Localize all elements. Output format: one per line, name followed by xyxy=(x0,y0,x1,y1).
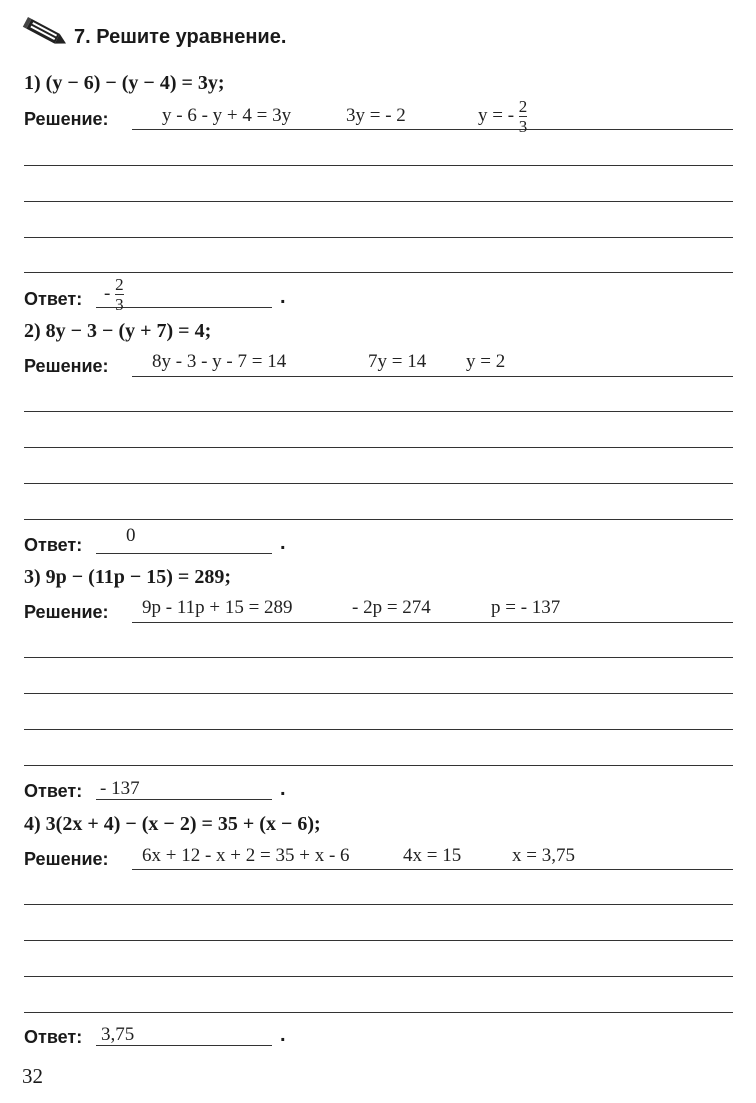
blank-line xyxy=(24,693,733,694)
answer-dot-3: . xyxy=(280,778,286,800)
answer-dot-1: . xyxy=(280,286,286,308)
step-1-3 xyxy=(478,98,527,135)
task-number: 7 xyxy=(74,26,86,48)
blank-line xyxy=(24,940,733,941)
answer-dot-2: . xyxy=(280,532,286,554)
answer-numerator-1: 2 xyxy=(115,275,124,294)
solution-label-4: Решение: xyxy=(24,849,109,869)
step-1-1: y - 6 - y + 4 = 3y xyxy=(162,105,292,126)
answer-2: 0 xyxy=(126,525,136,546)
solution-label-3: Решение: xyxy=(24,602,109,622)
blank-line xyxy=(24,976,733,977)
blank-line xyxy=(24,165,733,166)
task-title-text: . Решите уравнение. xyxy=(85,26,287,48)
step-1-2: 3y = - 2 xyxy=(346,105,406,126)
blank-line xyxy=(24,447,733,448)
blank-line xyxy=(24,411,733,412)
answer-label-2: Ответ: xyxy=(24,535,83,555)
blank-line xyxy=(24,201,733,202)
pencil-icon xyxy=(20,14,70,54)
task-title xyxy=(74,26,286,49)
answer-4: 3,75 xyxy=(101,1024,135,1045)
blank-line xyxy=(24,237,733,238)
answer-label-3: Ответ: xyxy=(24,781,83,801)
answer-denominator-1: 3 xyxy=(115,295,124,314)
step-3-1: 9p - 11p + 15 = 289 xyxy=(142,597,293,618)
equation-2: 2) 8y − 3 − (y + 7) = 4; xyxy=(24,320,212,342)
step-4-2: 4x = 15 xyxy=(403,845,462,866)
blank-line xyxy=(24,765,733,766)
blank-line xyxy=(24,483,733,484)
step-3-3: p = - 137 xyxy=(491,597,561,618)
final-prefix-1: y = - xyxy=(478,104,515,126)
final-fraction-1 xyxy=(519,98,528,135)
blank-line xyxy=(24,1012,733,1013)
answer-label-1: Ответ: xyxy=(24,289,83,309)
step-4-3: x = 3,75 xyxy=(512,845,575,866)
solution-label-2: Решение: xyxy=(24,356,109,376)
solution-line-1 xyxy=(132,129,733,130)
answer-label-4: Ответ: xyxy=(24,1027,83,1047)
equation-4: 4) 3(2x + 4) − (x − 2) = 35 + (x − 6); xyxy=(24,813,321,835)
answer-line-2 xyxy=(96,553,272,554)
answer-prefix-1: - xyxy=(104,282,111,304)
step-2-1: 8y - 3 - y - 7 = 14 xyxy=(152,351,287,372)
step-4-1: 6x + 12 - x + 2 = 35 + x - 6 xyxy=(142,845,350,866)
blank-line xyxy=(24,657,733,658)
equation-1: 1) (y − 6) − (y − 4) = 3y; xyxy=(24,72,225,94)
step-2-3: y = 2 xyxy=(466,351,506,372)
solution-label-1: Решение: xyxy=(24,109,109,129)
solution-line-2 xyxy=(132,376,733,377)
answer-dot-4: . xyxy=(280,1024,286,1046)
answer-1 xyxy=(104,276,124,313)
answer-fraction-1 xyxy=(115,276,124,313)
step-2-2: 7y = 14 xyxy=(368,351,427,372)
solution-line-4 xyxy=(132,869,733,870)
blank-line xyxy=(24,272,733,273)
page-number: 32 xyxy=(22,1064,43,1088)
equation-3: 3) 9p − (11p − 15) = 289; xyxy=(24,566,231,588)
final-denominator-1: 3 xyxy=(518,117,528,136)
blank-line xyxy=(24,519,733,520)
blank-line xyxy=(24,904,733,905)
answer-3: - 137 xyxy=(100,778,140,799)
solution-line-3 xyxy=(132,622,733,623)
final-numerator-1: 2 xyxy=(518,97,528,116)
blank-line xyxy=(24,729,733,730)
step-3-2: - 2p = 274 xyxy=(352,597,431,618)
